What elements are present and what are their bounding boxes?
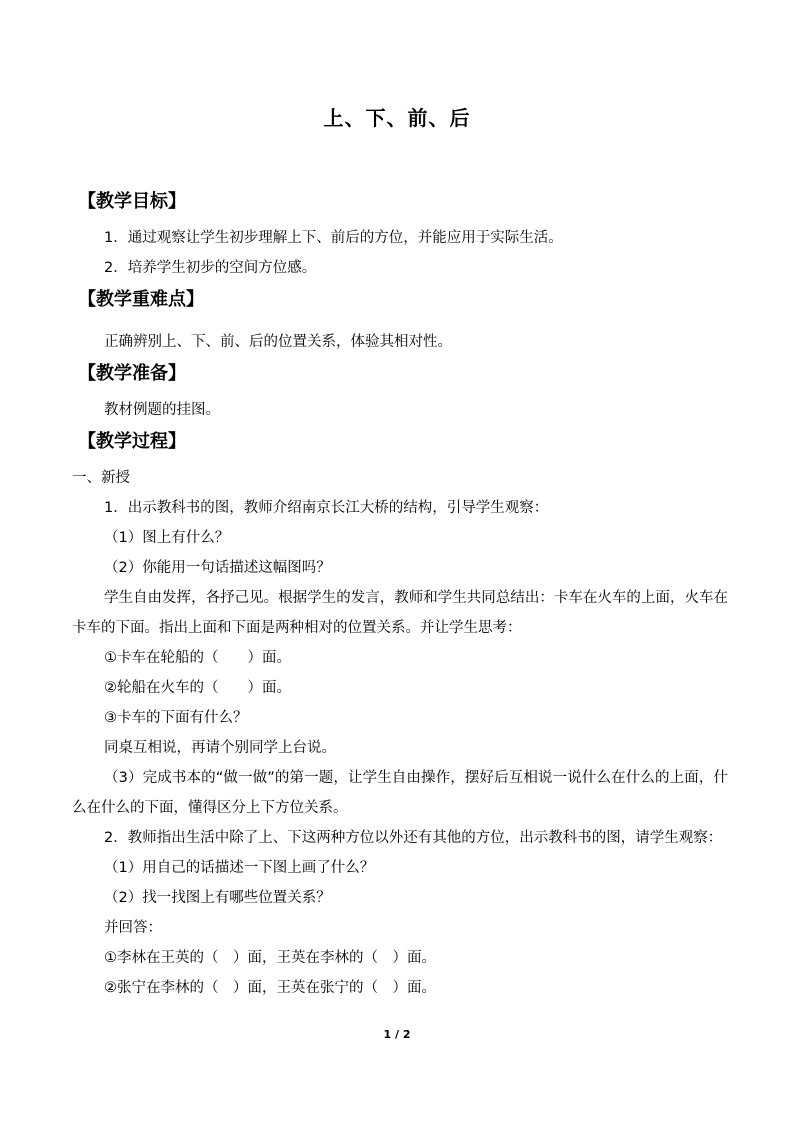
process-line-11: （1）用自己的话描述一下图上画了什么？ xyxy=(104,860,375,876)
process-line-15: ②张宁在李林的（ ）面，王英在张宁的（ ）面。 xyxy=(104,980,436,996)
goal-item-2: 2．培养学生初步的空间方位感。 xyxy=(104,260,317,276)
process-line-13: 并回答： xyxy=(104,920,162,936)
process-line-1: 1．出示教科书的图，教师介绍南京长江大桥的结构，引导学生观察： xyxy=(104,500,549,516)
goals-heading: 【教学目标】 xyxy=(78,191,186,212)
key-points-heading: 【教学重难点】 xyxy=(78,289,204,310)
key-points-text: 正确辨别上、下、前、后的位置关系，体验其相对性。 xyxy=(104,334,452,350)
process-line-2: （1）图上有什么？ xyxy=(104,530,230,546)
process-line-12: （2）找一找图上有哪些位置关系？ xyxy=(104,890,331,906)
process-line-10: 2．教师指出生活中除了上、下这两种方位以外还有其他的方位，出示教科书的图，请学生观察： xyxy=(104,830,723,846)
process-line-8: 同桌互相说，再请个别同学上台说。 xyxy=(104,740,336,756)
process-line-3: （2）你能用一句话描述这幅图吗？ xyxy=(104,560,331,576)
process-heading: 【教学过程】 xyxy=(78,431,186,452)
page-number: 1 / 2 xyxy=(383,1028,411,1041)
preparation-text: 教材例题的挂图。 xyxy=(104,402,220,418)
process-line-7: ③卡车的下面有什么？ xyxy=(104,710,248,726)
goal-item-1: 1．通过观察让学生初步理解上下、前后的方位，并能应用于实际生活。 xyxy=(104,230,563,246)
process-line-9: （3）完成书本的“做一做”的第一题，让学生自由操作，摆好后互相说一说什么在什么的上面，什么在什么的下面，懂得区分上下方位关系。 xyxy=(72,770,728,816)
process-line-5: ①卡车在轮船的（ ）面。 xyxy=(104,650,291,666)
page-title: 上、下、前、后 xyxy=(323,106,471,130)
process-line-14: ①李林在王英的（ ）面，王英在李林的（ ）面。 xyxy=(104,950,436,966)
preparation-heading: 【教学准备】 xyxy=(78,363,186,384)
process-part1-title: 一、新授 xyxy=(72,470,130,486)
document-body xyxy=(72,185,728,1003)
process-line-6: ②轮船在火车的（ ）面。 xyxy=(104,680,291,696)
process-line-4: 学生自由发挥，各抒己见。根据学生的发言，教师和学生共同总结出：卡车在火车的上面，火车在卡车的下面。指出上面和下面是两种相对的位置关系。并让学生思考： xyxy=(72,590,728,636)
